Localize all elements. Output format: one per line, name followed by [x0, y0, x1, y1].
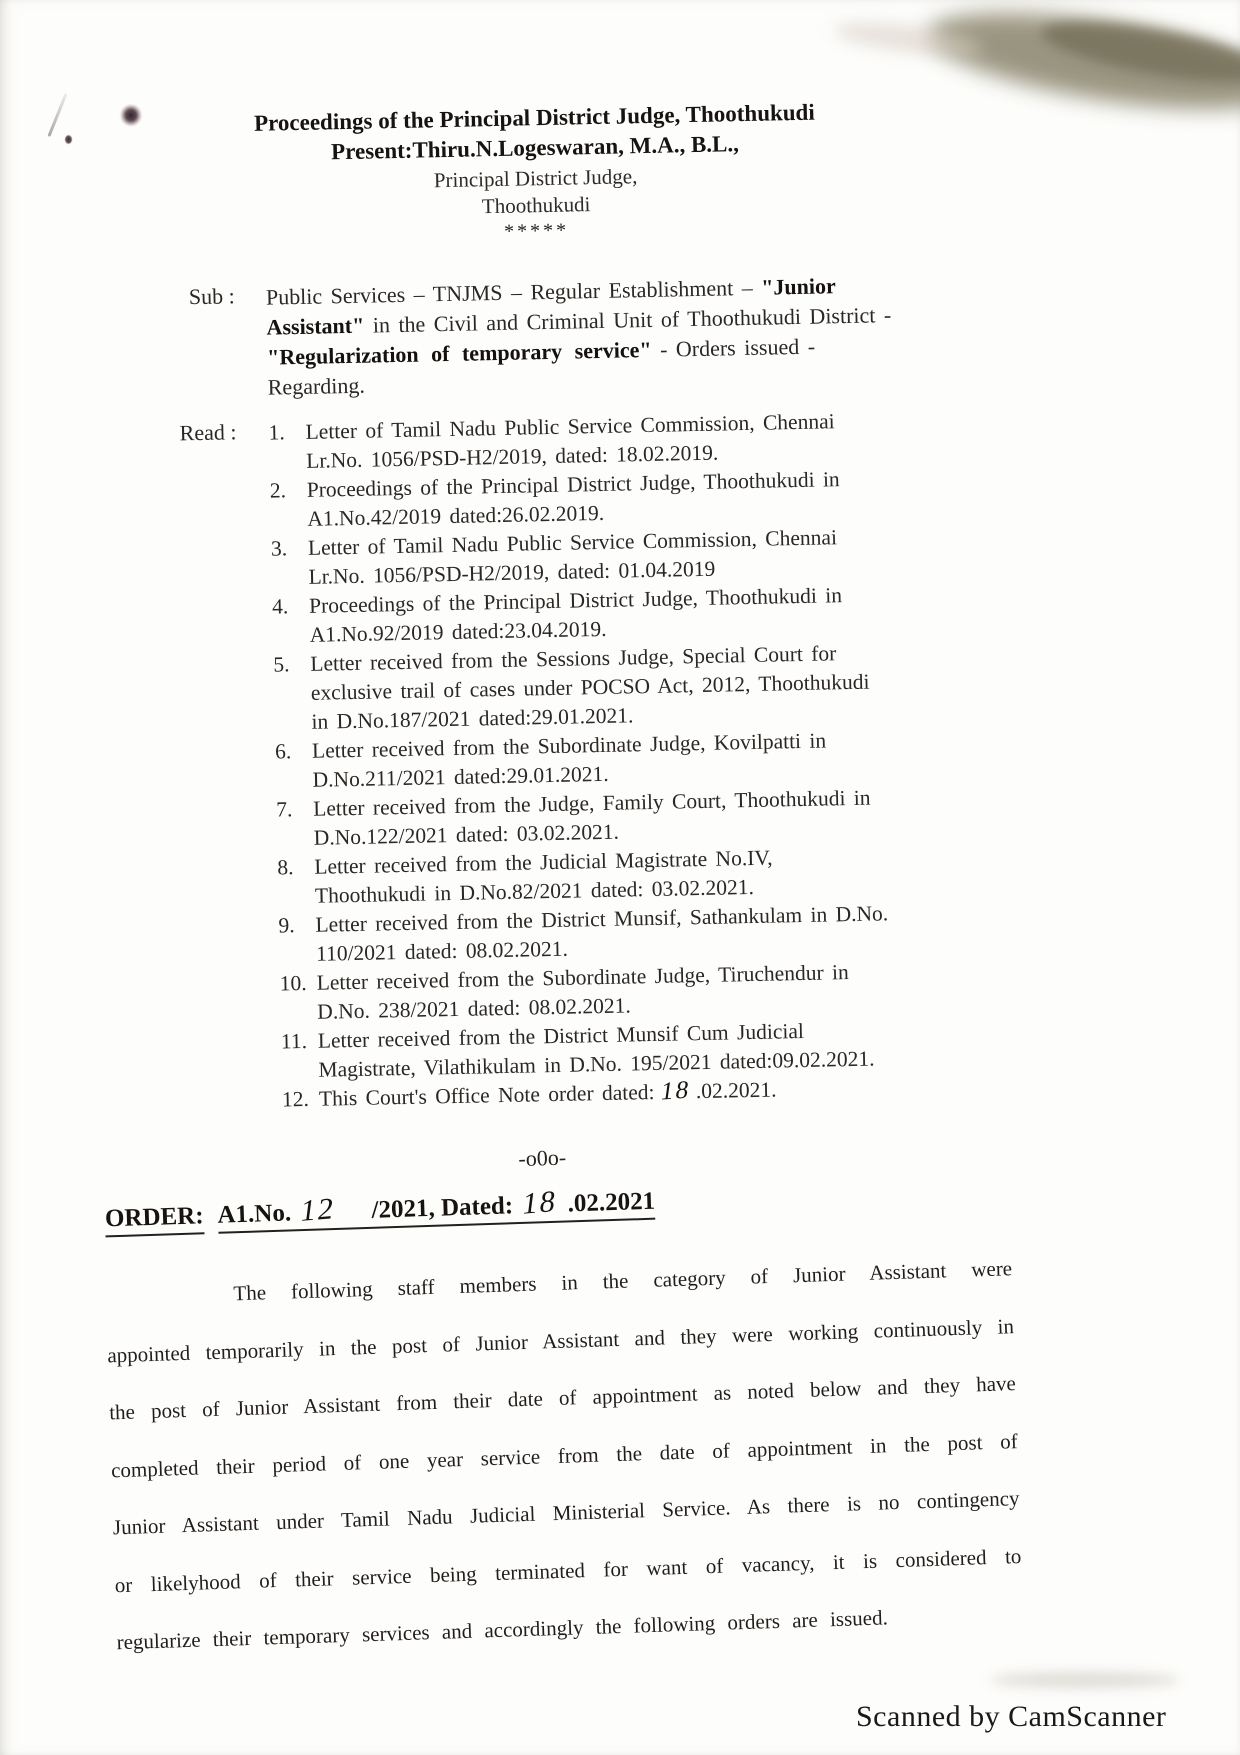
read-item-number: 4.	[271, 594, 289, 619]
read-item-number: 12.	[281, 1086, 310, 1112]
subject-line2-bold: Assistant"	[266, 312, 365, 340]
read-item-number: 11.	[280, 1028, 308, 1054]
body-paragraph	[105, 1240, 1025, 1672]
order-number-line	[217, 1183, 656, 1234]
document-header	[0, 93, 1079, 254]
subject-line: Regarding.	[267, 372, 366, 400]
read-item-number: 3.	[270, 536, 288, 561]
subject-line1-regular: Public Services – TNJMS – Regular Establishment –	[265, 274, 762, 310]
paragraph-line: The following staff members in the category of Junior Assistant were	[233, 1256, 1013, 1306]
separator-stars: *****	[503, 219, 570, 243]
read-item-text: Letter received from the Judicial Magistrate No.IV, Thoothukudi in D.No.82/2021 dated: 03.02.2021.	[314, 845, 773, 908]
read-item-text: Letter received from the District Munsif Cum Judicial Magistrate, Vilathikulam in D.No. 195/2021 dated:09.02.2021.	[317, 1018, 875, 1082]
paragraph-line: appointed temporarily in the post of Junior Assistant and they were working continuously in	[106, 1313, 1015, 1367]
handwritten-order-date: 18	[520, 1183, 560, 1221]
read-section	[179, 399, 1240, 1116]
read-item-number: 1.	[268, 420, 286, 445]
camscanner-watermark: Scanned by CamScanner	[856, 1700, 1167, 1733]
title-line-3: Principal District Judge,	[433, 164, 638, 193]
read-list	[268, 405, 958, 1114]
order-year-dated: /2021, Dated:	[371, 1192, 514, 1224]
read-item-number: 7.	[275, 797, 293, 822]
order-file-number: A1.No.	[217, 1199, 292, 1229]
read-item-number: 6.	[274, 739, 292, 764]
read-item12-suffix: .02.2021.	[695, 1077, 777, 1104]
read-item-text: Letter received from the District Munsif, Sathankulam in D.No. 110/2021 dated: 08.02.2021.	[315, 901, 889, 966]
title-line-1: Proceedings of the Principal District Judge, Thoothukudi	[253, 99, 815, 136]
read-item-text: Letter received from the Judge, Family Court, Thoothukudi in D.No.122/2021 dated: 03.02.2021.	[312, 785, 871, 850]
read-item-text: Letter received from the Subordinate Judge, Tiruchendur in D.No. 238/2021 dated: 08.02.2021.	[316, 960, 849, 1024]
separator-ooo: -o0o-	[518, 1144, 567, 1172]
order-date-suffix: .02.2021	[567, 1187, 656, 1218]
subject-section	[189, 263, 1238, 404]
read-item-text: Letter received from the Subordinate Judge, Kovilpatti in D.No.211/2021 dated:29.01.2021.	[311, 728, 827, 792]
scan-smudge-bottom	[990, 1672, 1180, 1688]
read-item-number: 10.	[279, 970, 307, 996]
paragraph-line: or likelyhood of their service being terminated for want of vacancy, it is considered to	[114, 1543, 1022, 1597]
handwritten-date-18: 18	[658, 1075, 693, 1106]
subject-label: Sub :	[188, 283, 236, 310]
subject-line3-bold: "Regularization of temporary service"	[266, 336, 652, 370]
read-item-number: 2.	[269, 478, 287, 503]
read-item-number: 9.	[278, 913, 295, 938]
document-lower-block	[0, 1115, 1240, 1675]
read-item-text: Letter of Tamil Nadu Public Service Commission, Chennai Lr.No. 1056/PSD-H2/2019, dated: 18.02.2019.	[305, 409, 835, 473]
read-item-text: Proceedings of the Principal District Judge, Thoothukudi in A1.No.92/2019 dated:23.04.2019.	[308, 583, 843, 647]
paragraph-line: regularize their temporary services and accordingly the following orders are issued.	[116, 1605, 889, 1655]
paragraph-line: completed their period of one year service from the date of appointment in the post of	[110, 1428, 1018, 1482]
read-item-number: 5.	[273, 652, 290, 677]
read-item12-prefix: This Court's Office Note order dated:	[318, 1080, 655, 1111]
title-line-2: Present:Thiru.N.Logeswaran, M.A., B.L.,	[330, 131, 740, 165]
paragraph-line: Junior Assistant under Tamil Nadu Judicial Ministerial Service. As there is no contingency	[112, 1486, 1020, 1540]
read-item-number: 8.	[277, 855, 294, 880]
title-line-4: Thoothukudi	[481, 192, 591, 219]
subject-line3-regular: - Orders issued -	[651, 333, 816, 362]
subject-line1-bold: "Junior	[760, 273, 836, 300]
read-label: Read :	[179, 419, 237, 446]
read-item-text: Letter of Tamil Nadu Public Service Commission, Chennai Lr.No. 1056/PSD-H2/2019, dated: 01.04.2019	[307, 525, 838, 589]
subject-line2-regular: in the Civil and Criminal Unit of Thoothukudi District -	[364, 302, 892, 338]
handwritten-order-number: 12	[298, 1191, 338, 1229]
read-item-text: Proceedings of the Principal District Judge, Thoothukudi in A1.No.42/2019 dated:26.02.2019.	[306, 467, 840, 531]
paragraph-line: the post of Junior Assistant from their date of appointment as noted below and they have	[108, 1371, 1017, 1425]
order-word: ORDER:	[105, 1202, 205, 1237]
read-item-text: Letter received from the Sessions Judge, Special Court for exclusive trail of cases under POCSO Act, 2012, Thoothukudi in D.No.187/2021 dated:29.01.2021.	[310, 641, 870, 734]
read-item	[273, 637, 951, 738]
subject-text	[266, 269, 930, 402]
